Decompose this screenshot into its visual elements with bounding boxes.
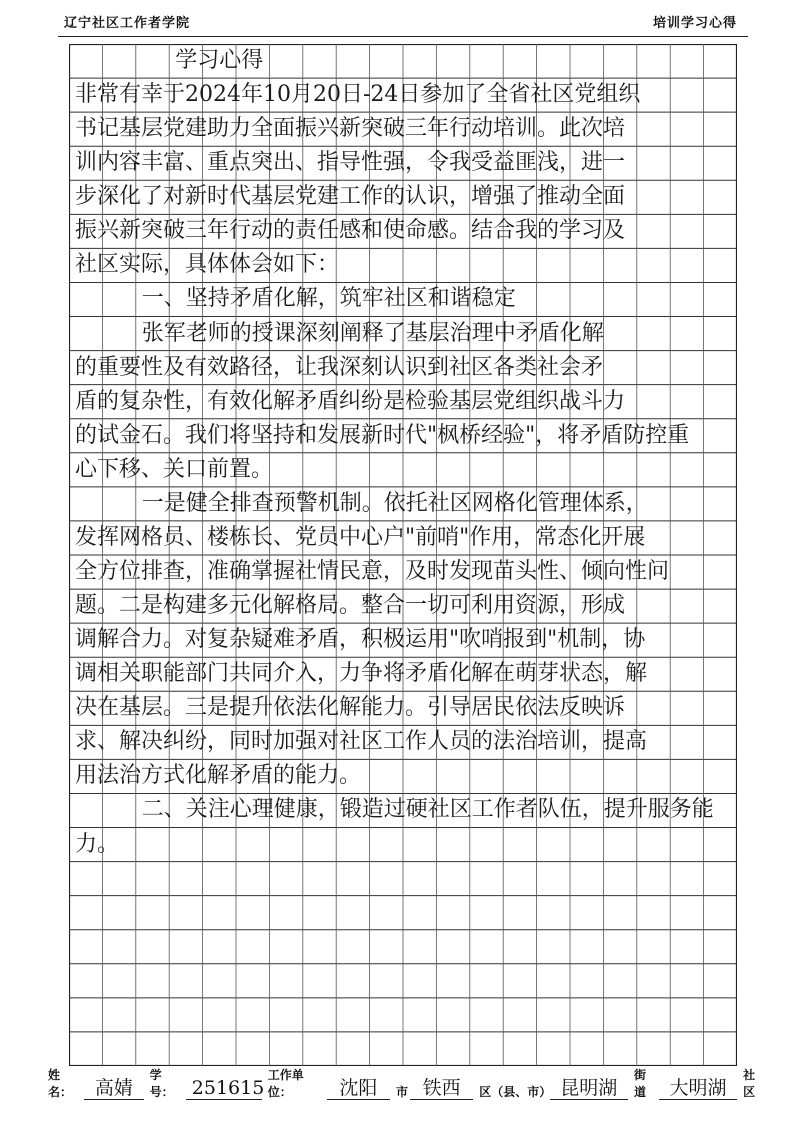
handwritten-line [69,862,743,896]
work-unit-label: 工作单位： [267,1068,304,1099]
handwritten-line: 题。二是构建多元化解格局。整合一切可利用资源，形成 [75,593,626,619]
writing-grid [69,44,737,1066]
city-value: 沈阳 [327,1077,390,1100]
handwritten-line: 非常有幸于2024年10月20日-24日参加了全省社区党组织 [75,82,641,108]
handwritten-line: 的重要性及有效路径，让我深刻认识到社区各类社会矛 [75,354,604,380]
handwritten-line: 振兴新突破三年行动的责任感和使命感。结合我的学习及 [75,218,626,244]
district-value: 铁西 [410,1077,473,1100]
street-label: 街道 [633,1068,646,1099]
district-label: 区（县、市） [479,1085,552,1099]
handwritten-line: 二、关注心理健康，锻造过硬社区工作者队伍，提升服务能 [141,797,714,823]
signature-footer [48,1068,768,1100]
handwritten-line: 调相关职能部门共同介入，力争将矛盾化解在萌芽状态，解 [75,661,648,687]
handwritten-line: 张军老师的授课深刻阐释了基层治理中矛盾化解 [141,320,604,346]
handwritten-line: 心下移、关口前置。 [75,456,274,482]
student-id-value: 251615 [186,1077,262,1100]
community-label: 社区 [743,1068,756,1099]
handwritten-line: 求、解决纠纷，同时加强对社区工作人员的法治培训，提高 [75,729,648,755]
handwritten-line: 一、坚持矛盾化解，筑牢社区和谐稳定 [141,286,516,312]
handwritten-line: 书记基层党建助力全面振兴新突破三年行动培训。此次培 [75,116,626,142]
name-value: 高婧 [84,1077,143,1100]
handwritten-line [69,1032,743,1066]
community-value: 大明湖 [659,1077,737,1100]
handwritten-line: 的试金石。我们将坚持和发展新时代"枫桥经验"，将矛盾防控重 [75,422,690,448]
header-divider [58,36,748,37]
handwritten-line [69,964,743,998]
street-value: 昆明湖 [550,1077,628,1100]
name-label: 姓名： [48,1068,73,1099]
handwritten-line: 用法治方式化解矛盾的能力。 [75,763,362,789]
handwritten-line: 盾的复杂性，有效化解矛盾纠纷是检验基层党组织战斗力 [75,388,626,414]
student-id-label: 学号： [149,1068,174,1099]
handwritten-line: 一是健全排查预警机制。依托社区网格化管理体系， [141,490,648,516]
handwritten-line: 社区实际，具体体会如下： [75,252,340,278]
handwritten-line: 发挥网格员、楼栋长、党员中心户"前哨"作用，常态化开展 [75,524,646,550]
handwritten-line: 训内容丰富、重点突出、指导性强，令我受益匪浅，进一 [75,150,626,176]
handwritten-line: 力。 [75,831,120,857]
header-college-name: 辽宁社区工作者学院 [64,16,191,31]
handwritten-line: 学习心得 [175,48,264,73]
handwritten-text [69,44,737,1066]
handwritten-line [69,998,743,1032]
city-label: 市 [395,1085,408,1099]
handwritten-line [69,930,743,964]
handwritten-line: 决在基层。三是提升依法化解能力。引导居民依法反映诉 [75,695,626,721]
handwritten-line [69,896,743,930]
handwritten-line: 步深化了对新时代基层党建工作的认识，增强了推动全面 [75,184,626,210]
header-doc-type: 培训学习心得 [652,16,737,31]
handwritten-line: 全方位排查，准确掌握社情民意，及时发现苗头性、倾向性问 [75,559,670,584]
handwritten-line: 调解合力。对复杂疑难矛盾，积极运用"吹哨报到"机制，协 [75,627,646,653]
